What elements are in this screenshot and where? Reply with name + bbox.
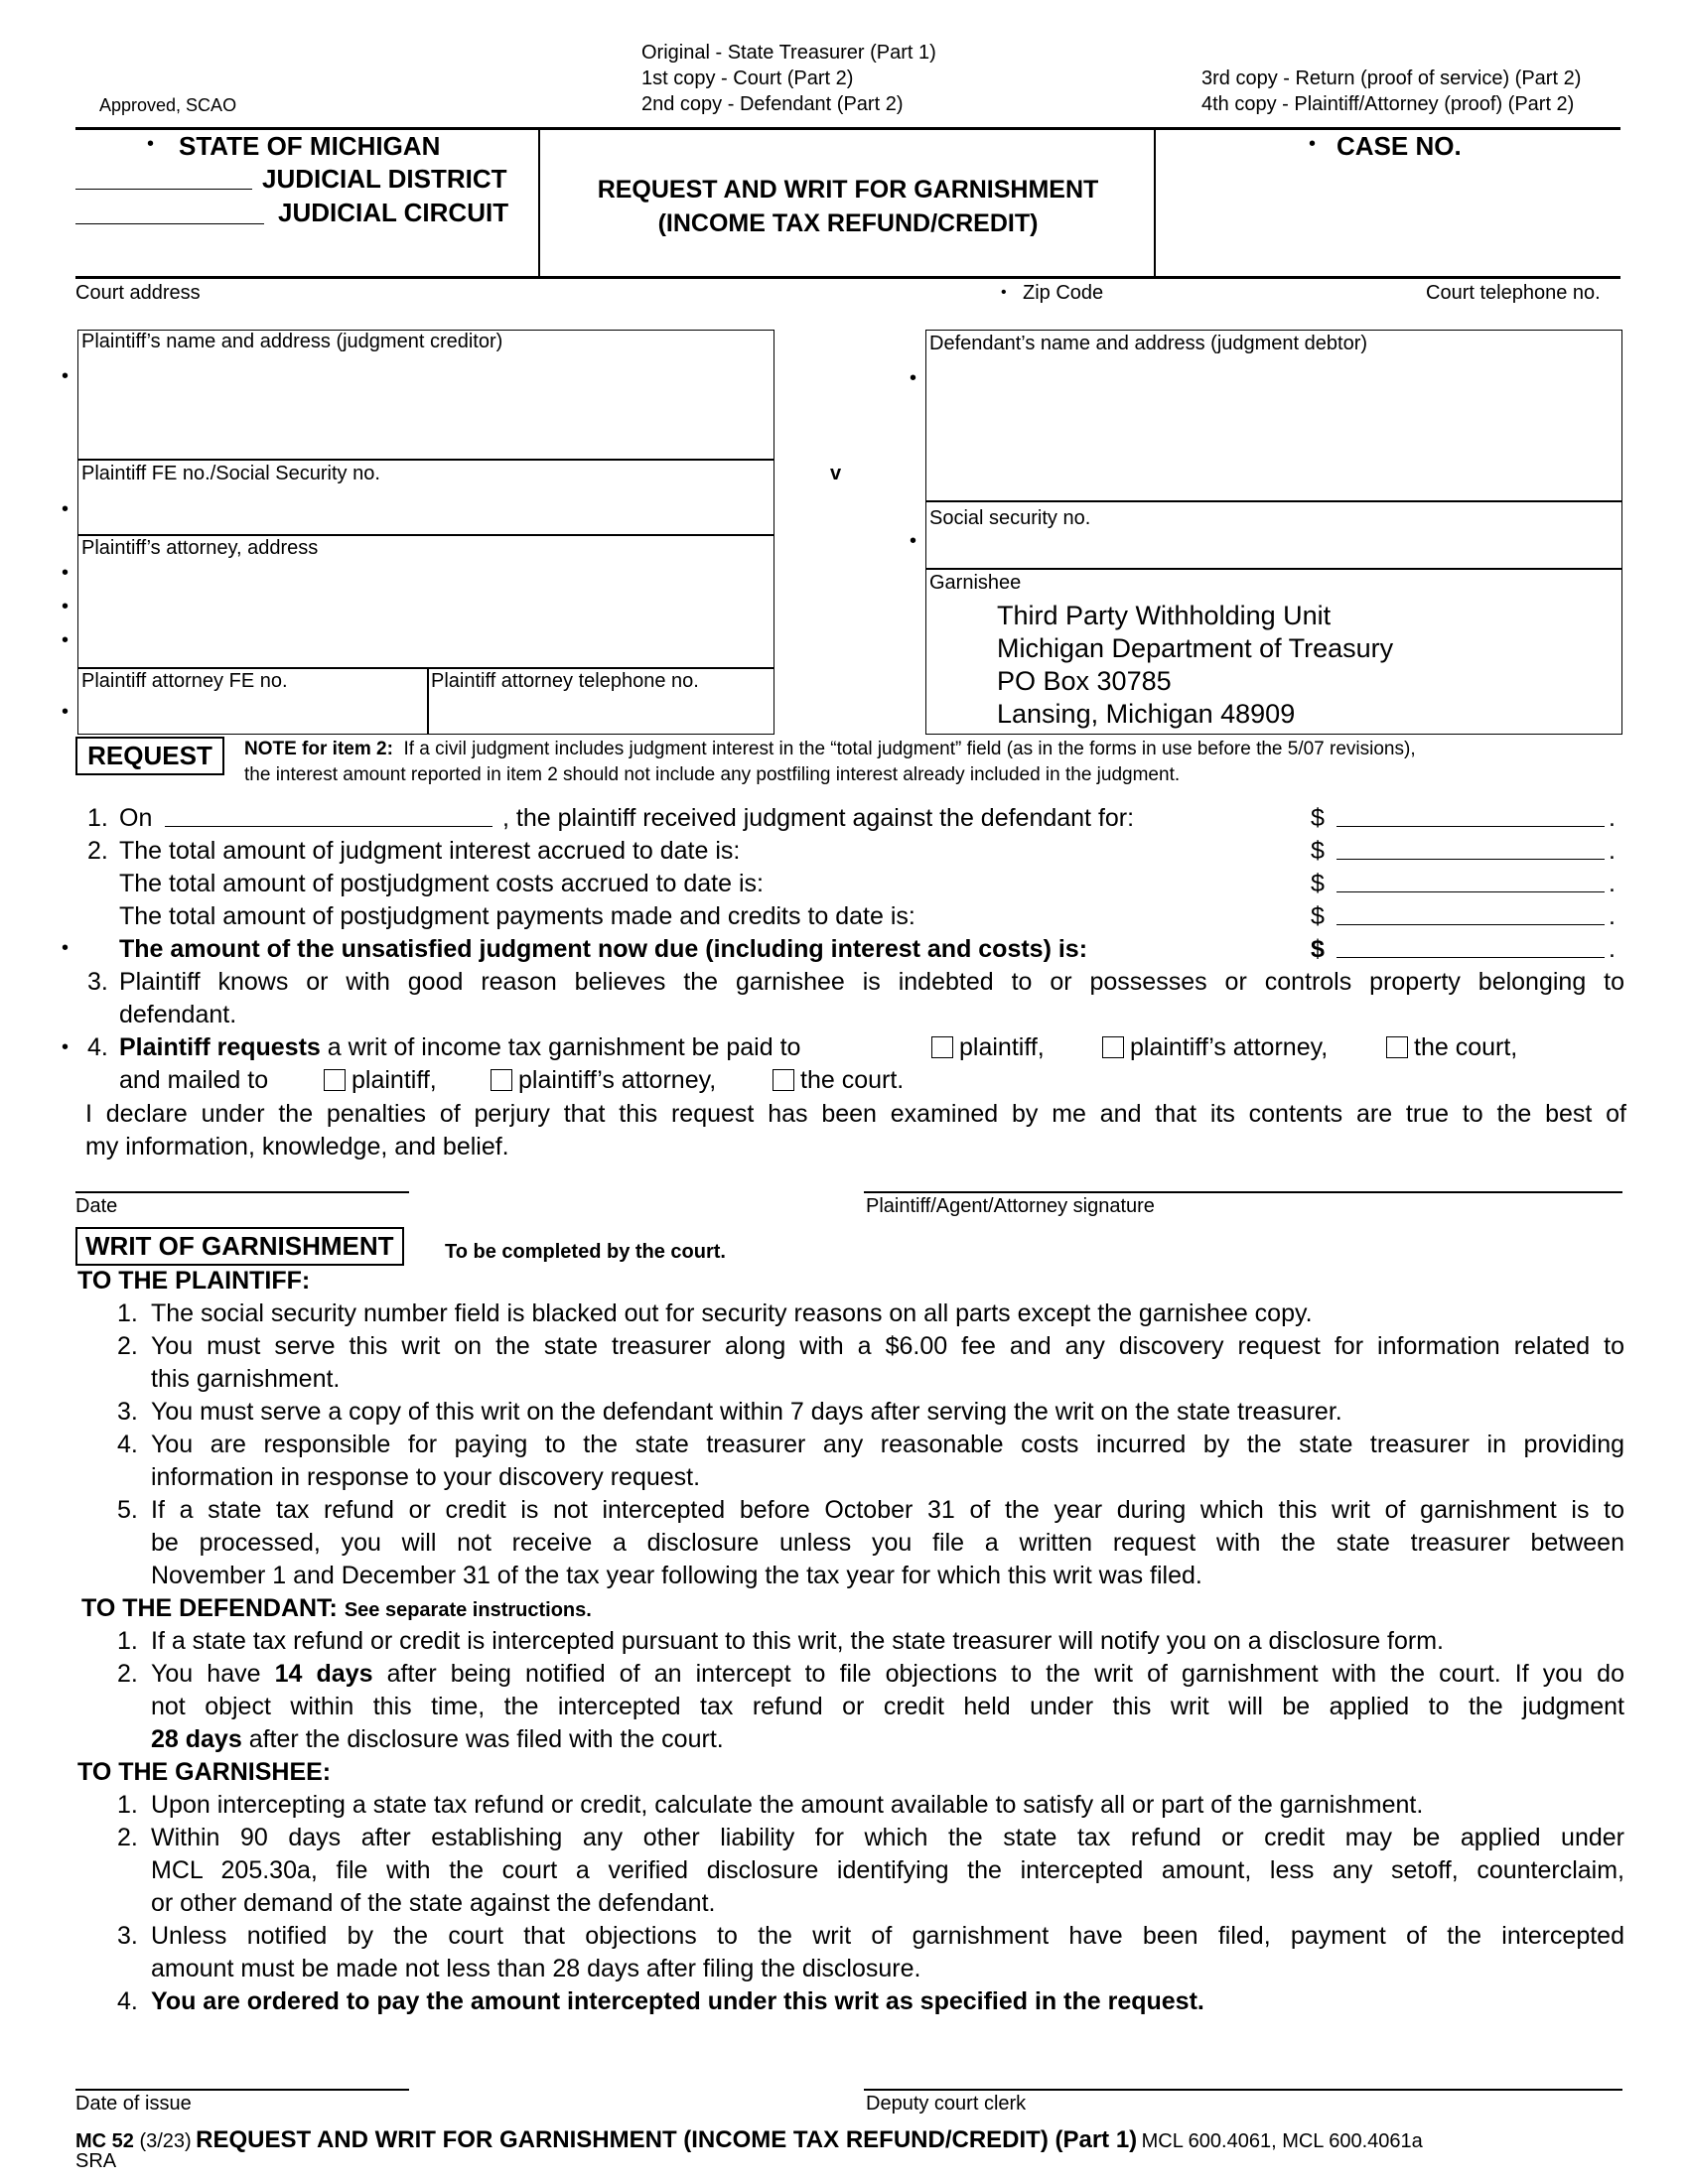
copies-distribution-right: 3rd copy - Return (proof of service) (Part 2) 4th copy - Plaintiff/Attorney (proof) (Part 2) [1201,68,1582,115]
mail-to-plaintiff-option[interactable]: plaintiff, [324,1064,437,1097]
period: . [1609,804,1616,832]
list-number: 3. [117,1922,138,1950]
plaintiff-attorney-phone-field[interactable] [431,697,773,733]
paid-to-attorney-option[interactable]: plaintiff’s attorney, [1102,1031,1328,1064]
list-number: 1. [117,1299,138,1327]
plaintiff-attorney-label: Plaintiff’s attorney, address [81,537,319,559]
declaration: I declare under the penalties of perjury that this request has been examined by me and that its contents are true to the best of my information, knowledge, and belief. [85,1100,1626,1160]
judicial-district: JUDICIAL DISTRICT [262,164,507,194]
list-number: 2. [117,1824,138,1851]
item3-text: Plaintiff knows or with good reason believes the garnishee is indebted to or possesses or controls property belonging to defendant. [119,968,1624,1028]
mail-to-court-option[interactable]: the court. [773,1064,904,1097]
list-number: 3. [117,1398,138,1426]
required-bullet: • [62,629,70,651]
plaintiff-divider-1 [77,459,774,461]
writ-section-label: WRIT OF GARNISHMENT [75,1227,404,1266]
item1-on: On [119,804,153,832]
period: . [1609,837,1616,865]
plaintiff-attorney-phone-label: Plaintiff attorney telephone no. [431,670,699,692]
item2-number: 2. [87,837,108,865]
case-no-field[interactable] [1162,169,1615,268]
interest-amount-field[interactable] [1336,859,1605,860]
plaintiff-attorney-fe-label: Plaintiff attorney FE no. [81,670,288,692]
garnishee-instruction-3: Unless notified by the court that objections to the writ of garnishment have been filed, payment of the intercepted amount must be made not less than 28 days after filing the disclosure. [151,1922,1624,1982]
district-field[interactable] [75,189,252,190]
item2-costs: The total amount of postjudgment costs accrued to date is: [119,870,764,897]
deputy-clerk-label: Deputy court clerk [866,2093,1027,2115]
court-address-label: Court address [75,282,201,304]
footer-form-id: MC 52 (3/23) REQUEST AND WRIT FOR GARNISHMENT (INCOME TAX REFUND/CREDIT) (Part 1) MCL 600.4061, MCL 600.4061a [75,2126,1423,2153]
header-top-rule [75,127,1620,130]
plaintiff-fe-field[interactable] [81,488,771,532]
request-section-label: REQUEST [75,737,224,775]
required-bullet: • [62,937,70,959]
date-label: Date [75,1195,118,1217]
required-bullet: • [62,701,70,723]
note-title: NOTE for item 2: [244,739,393,759]
defendant-instruction-1: If a state tax refund or credit is intercepted pursuant to this writ, the state treasurer will notify you on a disclosure form. [151,1627,1444,1655]
mail-to-attorney-option[interactable]: plaintiff’s attorney, [491,1064,716,1097]
paid-to-plaintiff-checkbox[interactable] [931,1036,953,1058]
case-no-label: CASE NO. [1336,131,1462,161]
plaintiff-divider-2 [77,534,774,536]
required-bullet: • [62,498,70,520]
zip-code-label: Zip Code [1023,282,1104,304]
required-bullet: • [910,530,917,552]
period: . [1609,870,1616,897]
footer-sra: SRA [75,2150,117,2172]
costs-amount-field[interactable] [1336,891,1605,892]
judgment-amount-field[interactable] [1336,826,1605,827]
item2-interest: The total amount of judgment interest accrued to date is: [119,837,741,865]
period: . [1609,902,1616,930]
court-phone-label: Court telephone no. [1426,282,1601,304]
plaintiff-attorney-field[interactable] [81,564,771,665]
header-bottom-rule [75,276,1620,279]
signature-label: Plaintiff/Agent/Attorney signature [866,1195,1155,1217]
to-the-defendant: TO THE DEFENDANT: See separate instructions. [81,1594,592,1622]
state-of-michigan: STATE OF MICHIGAN [179,131,441,161]
garnishee-label: Garnishee [929,572,1022,594]
defendant-instruction-2: You have 14 days after being notified of an intercept to file objections to the writ of garnishment with the court. If you do not object within this time, the intercepted tax refund or credit held under this writ will be applied to the judgment 28 days after the disclosure was filed with the court. [151,1660,1624,1753]
item4-number: 4. [87,1033,108,1061]
paid-to-plaintiff-option[interactable]: plaintiff, [931,1031,1045,1064]
garnishee-instruction-1: Upon intercepting a state tax refund or credit, calculate the amount available to satisfy all or part of the garnishment. [151,1791,1424,1819]
list-number: 1. [117,1791,138,1819]
plaintiff-name-label: Plaintiff’s name and address (judgment creditor) [81,331,503,352]
mailed-to-label: and mailed to [119,1066,269,1094]
dollar-sign: $ [1311,902,1325,930]
mail-to-attorney-checkbox[interactable] [491,1069,512,1091]
period: . [1609,935,1616,963]
note-line-2: the interest amount reported in item 2 should not include any postfiling interest already included in the judgment. [244,764,1181,785]
list-number: 4. [117,1987,138,2015]
list-number: 4. [117,1431,138,1458]
plaintiff-signature-line[interactable] [864,1191,1622,1193]
note-line-1: If a civil judgment includes judgment interest in the “total judgment” field (as in the forms in use before the 5/07 revisions), [403,739,1416,759]
date-signature-line[interactable] [75,1191,409,1193]
item2-unsatisfied: The amount of the unsatisfied judgment now due (including interest and costs) is: [119,935,1088,963]
required-bullet: • [147,133,155,155]
defendant-ssn-label: Social security no. [929,507,1091,529]
versus-label: v [830,463,842,484]
writ-note: To be completed by the court. [445,1241,726,1263]
required-bullet: • [910,367,917,389]
to-the-plaintiff: TO THE PLAINTIFF: [77,1267,311,1295]
plaintiff-divider-3 [77,667,774,669]
judgment-date-field[interactable] [165,826,492,827]
defendant-divider-1 [925,500,1622,502]
required-bullet: • [1309,133,1317,155]
dollar-sign: $ [1311,870,1325,897]
required-bullet: • [62,562,70,584]
item4-text: Plaintiff requests a writ of income tax garnishment be paid to [119,1033,801,1061]
dollar-sign: $ [1311,837,1325,865]
item2-payments: The total amount of postjudgment payments made and credits to date is: [119,902,915,930]
date-of-issue-label: Date of issue [75,2093,192,2115]
mail-to-court-checkbox[interactable] [773,1069,794,1091]
form-title: REQUEST AND WRIT FOR GARNISHMENT (INCOME TAX REFUND/CREDIT) [597,176,1099,237]
item3-number: 3. [87,968,108,996]
defendant-name-label: Defendant’s name and address (judgment debtor) [929,333,1368,354]
item1-number: 1. [87,804,108,832]
required-bullet: • [1001,284,1007,301]
plaintiff-instruction-5: If a state tax refund or credit is not intercepted before October 31 of the year during which this writ of garnishment is to be processed, you will not receive a disclosure unless you file a written request with the state treasurer between November 1 and December 31 of the tax year following the tax year for which this writ was filed. [151,1496,1624,1589]
plaintiff-instruction-3: You must serve a copy of this writ on the defendant within 7 days after serving the writ on the state treasurer. [151,1398,1342,1426]
list-number: 5. [117,1496,138,1524]
defendant-divider-2 [925,568,1622,570]
defendant-ssn-field[interactable] [929,532,1618,566]
plaintiff-instruction-1: The social security number field is blacked out for security reasons on all parts except the garnishee copy. [151,1299,1313,1327]
circuit-field[interactable] [75,223,264,224]
plaintiff-name-field[interactable] [81,357,771,457]
plaintiff-instruction-4: You are responsible for paying to the state treasurer any reasonable costs incurred by the state treasurer in providing information in response to your discovery request. [151,1431,1624,1491]
paid-to-court-option[interactable]: the court, [1386,1031,1517,1064]
judicial-circuit: JUDICIAL CIRCUIT [278,198,509,227]
paid-to-attorney-checkbox[interactable] [1102,1036,1124,1058]
garnishee-instruction-4: You are ordered to pay the amount intercepted under this writ as specified in the request. [151,1987,1204,2015]
dollar-sign: $ [1311,804,1325,832]
unsatisfied-amount-field[interactable] [1336,957,1605,958]
paid-to-court-checkbox[interactable] [1386,1036,1408,1058]
plaintiff-instruction-2: You must serve this writ on the state treasurer along with a $6.00 fee and any discovery request for information related to this garnishment. [151,1332,1624,1393]
list-number: 1. [117,1627,138,1655]
copies-distribution-mid: Original - State Treasurer (Part 1) 1st copy - Court (Part 2) 2nd copy - Defendant (Part 2) [641,42,936,115]
request-note [244,737,1416,788]
date-of-issue-line[interactable] [75,2089,409,2091]
item1-text: , the plaintiff received judgment against the defendant for: [502,804,1135,832]
required-bullet: • [62,1036,70,1058]
list-number: 2. [117,1332,138,1360]
mail-to-plaintiff-checkbox[interactable] [324,1069,346,1091]
payments-amount-field[interactable] [1336,924,1605,925]
list-number: 2. [117,1660,138,1688]
plaintiff-fe-label: Plaintiff FE no./Social Security no. [81,463,380,484]
garnishee-address: Third Party Withholding Unit Michigan Department of Treasury PO Box 30785 Lansing, Michigan 48909 [997,601,1394,729]
deputy-clerk-line[interactable] [864,2089,1622,2091]
garnishee-instruction-2: Within 90 days after establishing any other liability for which the state tax refund or credit may be applied under MCL 205.30a, file with the court a verified disclosure identifying the intercepted amount, less any setoff, counterclaim, or other demand of the state against the defendant. [151,1824,1624,1917]
dollar-sign: $ [1311,935,1325,963]
plaintiff-attorney-fe-field[interactable] [81,697,423,733]
to-the-garnishee: TO THE GARNISHEE: [77,1758,332,1786]
defendant-name-field[interactable] [929,359,1618,498]
required-bullet: • [62,365,70,387]
approved-scao: Approved, SCAO [99,95,237,115]
required-bullet: • [62,596,70,617]
plaintiff-divider-v [427,667,429,735]
